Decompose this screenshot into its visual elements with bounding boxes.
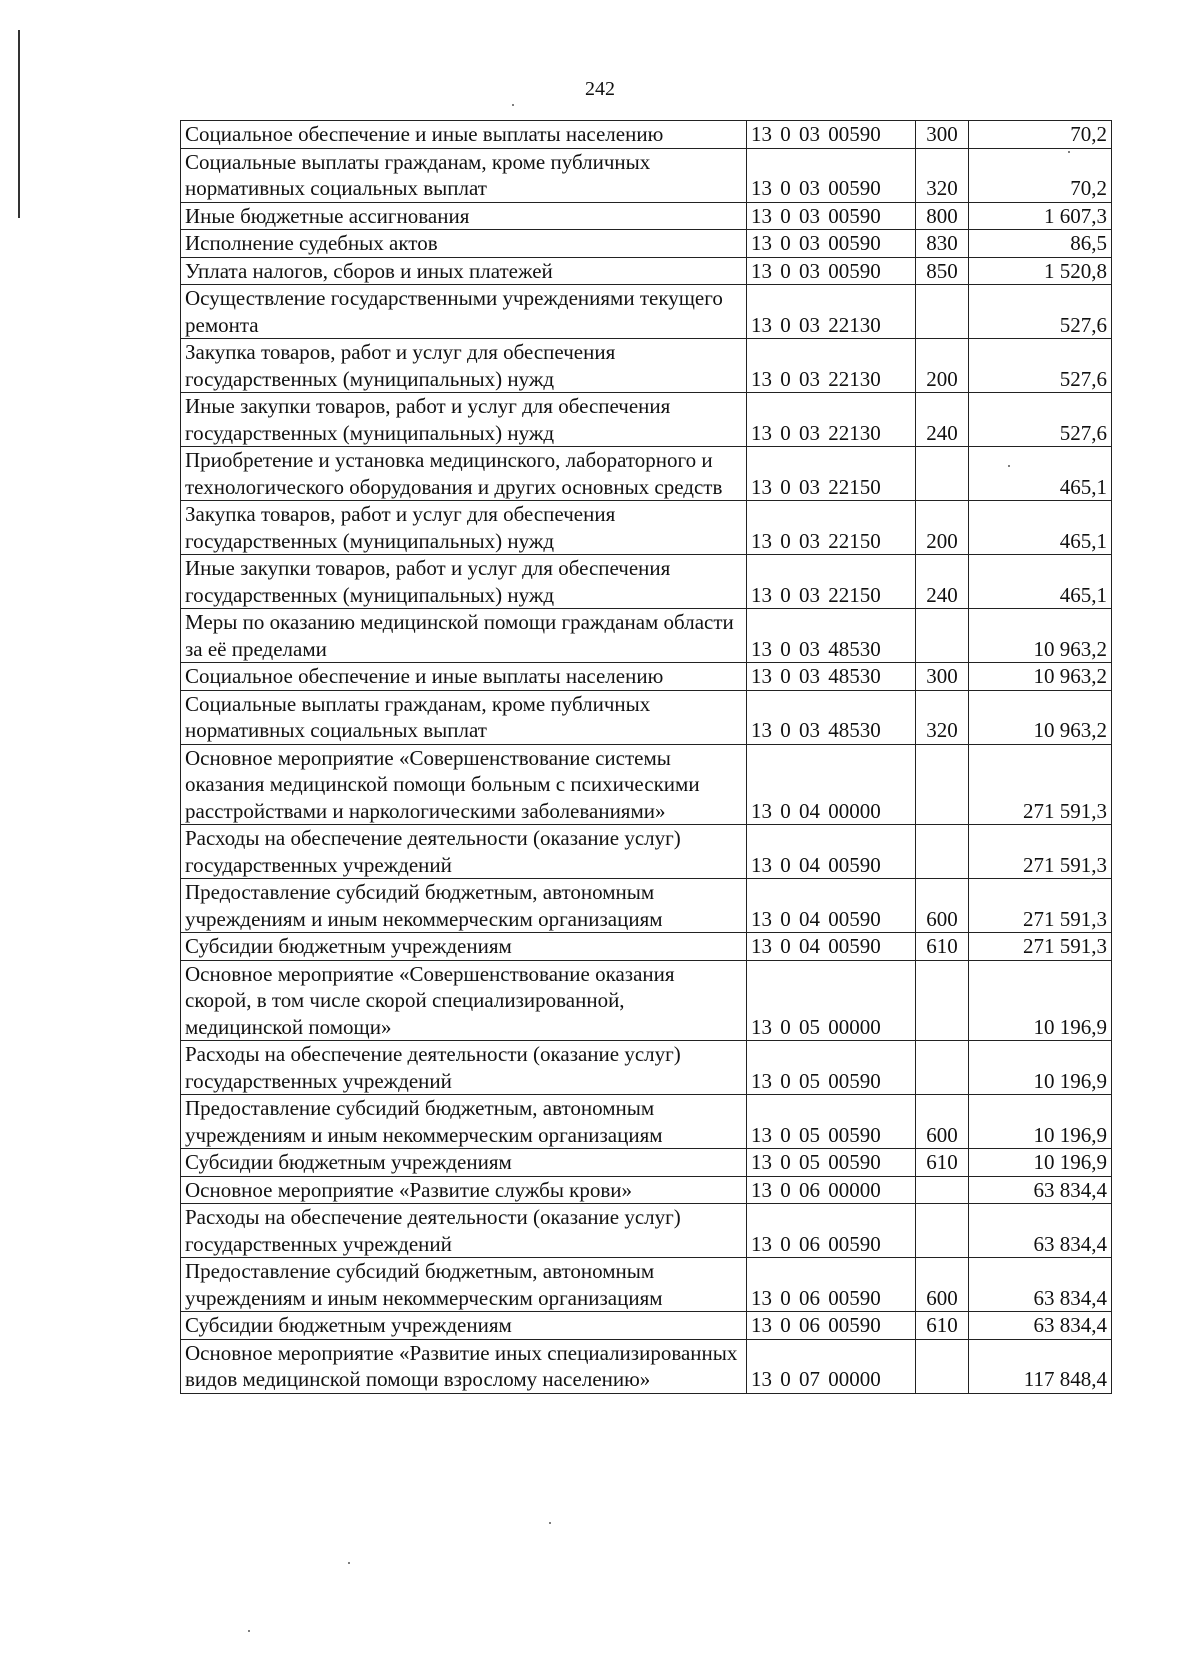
table-row [181, 663, 1112, 691]
row-code: 13 0 03 00590 [747, 148, 916, 202]
row-name: Осуществление государственными учреждениями текущего ремонта [181, 285, 747, 339]
row-code: 13 0 05 00590 [747, 1095, 916, 1149]
row-expense-type [916, 1176, 969, 1204]
row-code: 13 0 03 00590 [747, 202, 916, 230]
row-sum: 70,2 [969, 148, 1112, 202]
row-sum: 271 591,3 [969, 825, 1112, 879]
scan-speck [1008, 465, 1010, 467]
row-code: 13 0 04 00590 [747, 825, 916, 879]
row-sum: 465,1 [969, 501, 1112, 555]
scan-speck [549, 1522, 551, 1524]
row-code: 13 0 03 00590 [747, 230, 916, 258]
row-expense-type: 600 [916, 1258, 969, 1312]
row-code: 13 0 07 00000 [747, 1339, 916, 1393]
row-expense-type: 830 [916, 230, 969, 258]
row-code: 13 0 03 00590 [747, 257, 916, 285]
row-expense-type [916, 609, 969, 663]
row-sum: 271 591,3 [969, 879, 1112, 933]
row-name: Субсидии бюджетным учреждениям [181, 1312, 747, 1340]
scan-speck [348, 1562, 350, 1564]
row-name: Социальное обеспечение и иные выплаты населению [181, 121, 747, 149]
row-sum: 271 591,3 [969, 744, 1112, 825]
row-name: Приобретение и установка медицинского, лабораторного и технологического оборудования и других основных средств [181, 447, 747, 501]
table-row [181, 825, 1112, 879]
table-row [181, 202, 1112, 230]
row-code: 13 0 05 00590 [747, 1041, 916, 1095]
table-row [181, 609, 1112, 663]
row-sum: 1 607,3 [969, 202, 1112, 230]
row-sum: 527,6 [969, 285, 1112, 339]
row-expense-type [916, 825, 969, 879]
row-code: 13 0 06 00000 [747, 1176, 916, 1204]
row-name: Иные бюджетные ассигнования [181, 202, 747, 230]
row-sum: 271 591,3 [969, 933, 1112, 961]
row-sum: 63 834,4 [969, 1312, 1112, 1340]
row-expense-type [916, 1339, 969, 1393]
row-expense-type [916, 1204, 969, 1258]
row-name: Социальные выплаты гражданам, кроме публичных нормативных социальных выплат [181, 690, 747, 744]
row-expense-type: 300 [916, 121, 969, 149]
row-expense-type: 800 [916, 202, 969, 230]
row-name: Основное мероприятие «Развитие службы крови» [181, 1176, 747, 1204]
row-sum: 10 963,2 [969, 690, 1112, 744]
row-sum: 10 196,9 [969, 1095, 1112, 1149]
row-expense-type: 200 [916, 339, 969, 393]
row-sum: 465,1 [969, 555, 1112, 609]
row-name: Закупка товаров, работ и услуг для обеспечения государственных (муниципальных) нужд [181, 339, 747, 393]
row-code: 13 0 03 22130 [747, 339, 916, 393]
row-name: Закупка товаров, работ и услуг для обеспечения государственных (муниципальных) нужд [181, 501, 747, 555]
row-code: 13 0 03 22150 [747, 555, 916, 609]
table-row [181, 501, 1112, 555]
row-expense-type: 240 [916, 555, 969, 609]
table-row [181, 1258, 1112, 1312]
row-sum: 1 520,8 [969, 257, 1112, 285]
row-sum: 10 963,2 [969, 609, 1112, 663]
table-row [181, 1204, 1112, 1258]
table-row [181, 285, 1112, 339]
row-expense-type: 600 [916, 1095, 969, 1149]
row-expense-type: 600 [916, 879, 969, 933]
row-sum: 117 848,4 [969, 1339, 1112, 1393]
table-row [181, 1149, 1112, 1177]
budget-table-body [181, 121, 1112, 1394]
row-code: 13 0 03 00590 [747, 121, 916, 149]
table-row [181, 121, 1112, 149]
row-code: 13 0 04 00590 [747, 933, 916, 961]
page-number: 242 [585, 78, 615, 100]
scan-speck [248, 1630, 250, 1632]
budget-table [180, 120, 1112, 1394]
row-name: Расходы на обеспечение деятельности (оказание услуг) государственных учреждений [181, 825, 747, 879]
row-name: Социальные выплаты гражданам, кроме публичных нормативных социальных выплат [181, 148, 747, 202]
table-row [181, 148, 1112, 202]
row-code: 13 0 04 00000 [747, 744, 916, 825]
row-sum: 63 834,4 [969, 1258, 1112, 1312]
row-sum: 86,5 [969, 230, 1112, 258]
row-name: Основное мероприятие «Совершенствование системы оказания медицинской помощи больным с психическими расстройствами и наркологическими заболеваниями» [181, 744, 747, 825]
row-sum: 10 963,2 [969, 663, 1112, 691]
row-sum: 63 834,4 [969, 1176, 1112, 1204]
table-row [181, 1339, 1112, 1393]
row-name: Иные закупки товаров, работ и услуг для обеспечения государственных (муниципальных) нужд [181, 555, 747, 609]
table-row [181, 1095, 1112, 1149]
row-code: 13 0 05 00000 [747, 960, 916, 1041]
table-row [181, 555, 1112, 609]
row-sum: 465,1 [969, 447, 1112, 501]
row-code: 13 0 04 00590 [747, 879, 916, 933]
row-expense-type: 850 [916, 257, 969, 285]
row-expense-type [916, 960, 969, 1041]
row-name: Субсидии бюджетным учреждениям [181, 933, 747, 961]
row-expense-type: 610 [916, 1312, 969, 1340]
scan-speck [1068, 151, 1070, 153]
row-code: 13 0 03 22150 [747, 501, 916, 555]
table-row [181, 393, 1112, 447]
row-code: 13 0 03 22130 [747, 393, 916, 447]
row-expense-type: 240 [916, 393, 969, 447]
table-row [181, 257, 1112, 285]
row-code: 13 0 03 48530 [747, 663, 916, 691]
row-code: 13 0 03 48530 [747, 690, 916, 744]
table-row [181, 879, 1112, 933]
row-name: Уплата налогов, сборов и иных платежей [181, 257, 747, 285]
row-expense-type: 320 [916, 690, 969, 744]
row-sum: 10 196,9 [969, 1149, 1112, 1177]
row-expense-type: 200 [916, 501, 969, 555]
table-row [181, 339, 1112, 393]
row-name: Исполнение судебных актов [181, 230, 747, 258]
table-row [181, 933, 1112, 961]
row-expense-type: 610 [916, 933, 969, 961]
row-code: 13 0 06 00590 [747, 1204, 916, 1258]
row-code: 13 0 06 00590 [747, 1312, 916, 1340]
row-sum: 70,2 [969, 121, 1112, 149]
row-name: Меры по оказанию медицинской помощи гражданам области за её пределами [181, 609, 747, 663]
table-row [181, 230, 1112, 258]
row-name: Предоставление субсидий бюджетным, автономным учреждениям и иным некоммерческим организациям [181, 879, 747, 933]
table-row [181, 447, 1112, 501]
table-row [181, 690, 1112, 744]
row-name: Расходы на обеспечение деятельности (оказание услуг) государственных учреждений [181, 1204, 747, 1258]
row-name: Предоставление субсидий бюджетным, автономным учреждениям и иным некоммерческим организациям [181, 1095, 747, 1149]
row-expense-type: 320 [916, 148, 969, 202]
row-code: 13 0 06 00590 [747, 1258, 916, 1312]
table-row [181, 744, 1112, 825]
row-expense-type [916, 744, 969, 825]
row-name: Основное мероприятие «Совершенствование оказания скорой, в том числе скорой специализированной, медицинской помощи» [181, 960, 747, 1041]
row-sum: 63 834,4 [969, 1204, 1112, 1258]
row-name: Основное мероприятие «Развитие иных специализированных видов медицинской помощи взрослому населению» [181, 1339, 747, 1393]
row-name: Предоставление субсидий бюджетным, автономным учреждениям и иным некоммерческим организациям [181, 1258, 747, 1312]
row-sum: 10 196,9 [969, 1041, 1112, 1095]
row-sum: 527,6 [969, 339, 1112, 393]
table-row [181, 1176, 1112, 1204]
row-sum: 10 196,9 [969, 960, 1112, 1041]
row-expense-type: 300 [916, 663, 969, 691]
row-code: 13 0 03 22150 [747, 447, 916, 501]
row-name: Иные закупки товаров, работ и услуг для обеспечения государственных (муниципальных) нужд [181, 393, 747, 447]
row-expense-type [916, 1041, 969, 1095]
row-name: Социальное обеспечение и иные выплаты населению [181, 663, 747, 691]
table-row [181, 1312, 1112, 1340]
table-row [181, 960, 1112, 1041]
row-code: 13 0 03 48530 [747, 609, 916, 663]
scan-speck [512, 104, 514, 106]
row-sum: 527,6 [969, 393, 1112, 447]
table-row [181, 1041, 1112, 1095]
row-code: 13 0 05 00590 [747, 1149, 916, 1177]
scan-margin-line [18, 30, 20, 218]
row-expense-type [916, 447, 969, 501]
row-code: 13 0 03 22130 [747, 285, 916, 339]
row-expense-type: 610 [916, 1149, 969, 1177]
row-expense-type [916, 285, 969, 339]
row-name: Расходы на обеспечение деятельности (оказание услуг) государственных учреждений [181, 1041, 747, 1095]
row-name: Субсидии бюджетным учреждениям [181, 1149, 747, 1177]
